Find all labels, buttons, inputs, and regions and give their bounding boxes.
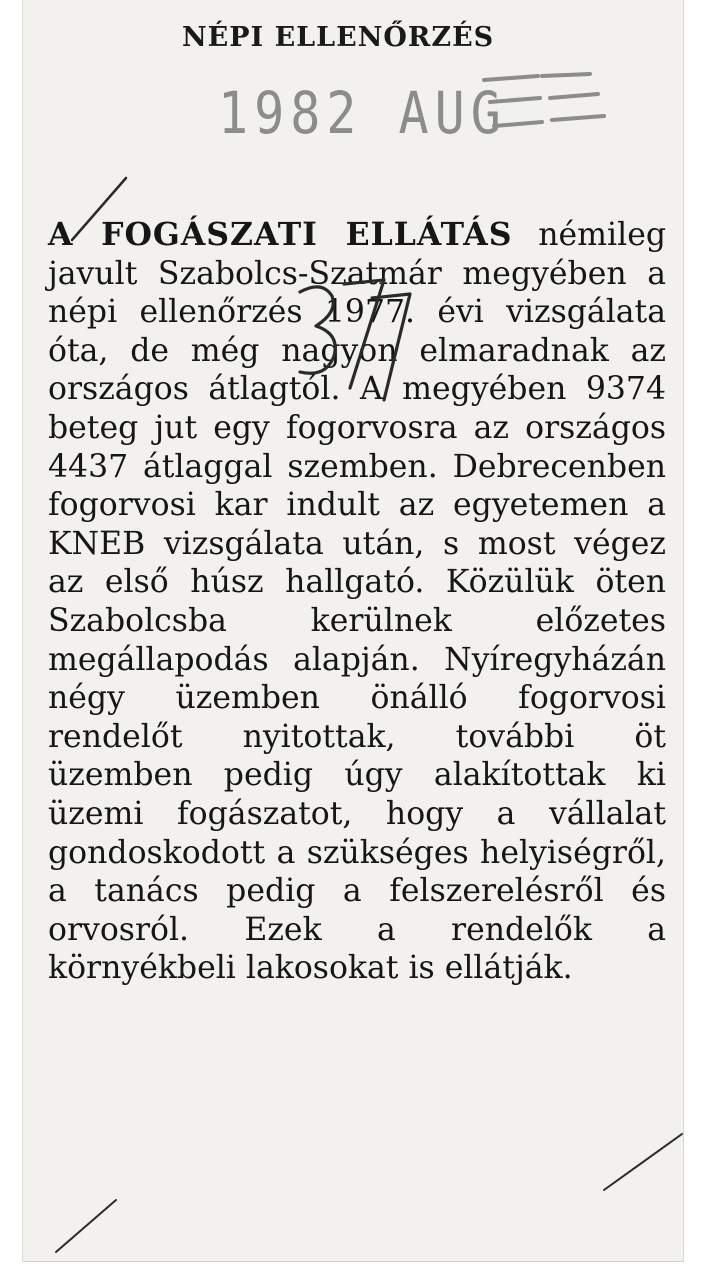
article-lead: A FOGÁSZATI ELLÁTÁS: [48, 216, 513, 253]
date-stamp: 1982 AUG: [218, 80, 507, 147]
article-body: némileg javult Szabolcs-Szatmár megyében a népi ellenőrzés 1977. évi vizsgálata óta, de még nagyon elmaradnak az országos átlagtól. A megyében 9374 beteg jut egy fogorvosra az országos 4437 átlaggal szemben. Debrecenben fogorvosi kar indult az egyetemen a KNEB vizsgálata után, s most végez az első húsz hallgató. Közülük öten Szabolcsba kerülnek előzetes megállapodás alapján. Nyíregyházán négy üzemben önálló fogorvosi rendelőt nyitottak, további öt üzemben pedig úgy alakítottak ki üzemi fogászatot, hogy a vállalat gondoskodott a szükséges helyiségről, a tanács pedig a felszerelésről és orvosról. Ezek a rendelők a környékbeli lakosokat is ellátják.: [48, 217, 667, 987]
stamp-dash-marks: [480, 68, 610, 158]
article-text: [48, 216, 666, 988]
section-rubric: NÉPI ELLENŐRZÉS: [182, 22, 495, 53]
